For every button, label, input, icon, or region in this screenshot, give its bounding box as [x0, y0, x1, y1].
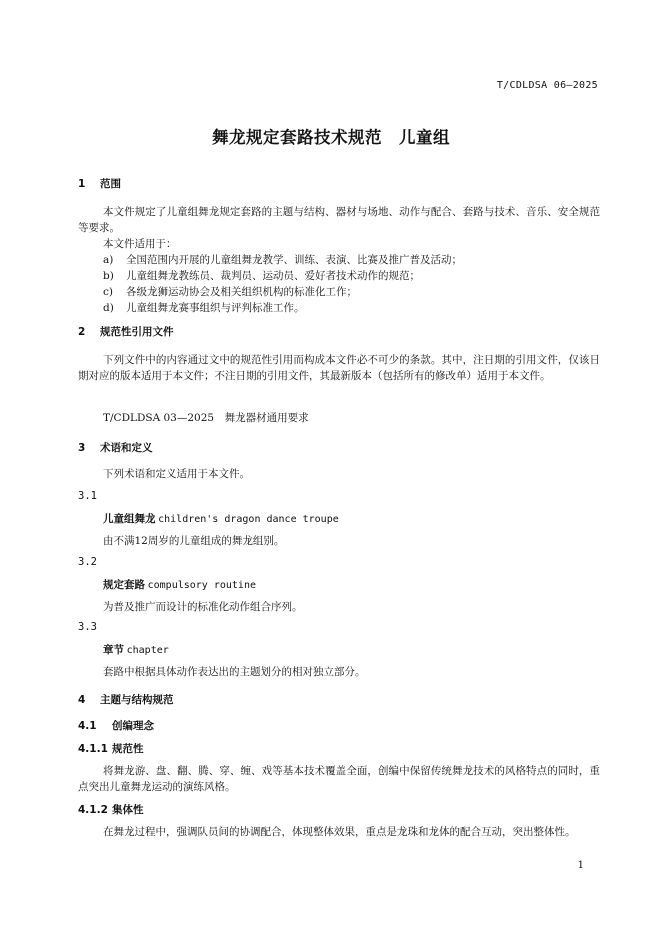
term-english: chapter	[126, 645, 169, 656]
term-entry	[103, 642, 169, 657]
section-1-applicability: 本文件适用于：	[103, 238, 177, 250]
section-title: 范围	[100, 178, 121, 190]
section-2-paragraph: 下列文件中的内容通过文中的规范性引用而构成本文件必不可少的条款。其中，注日期的引用文件，仅该日期对应的版本适用于本文件；不注日期的引用文件，其最新版本（包括所有的修改单）适用于本文件。	[78, 354, 600, 382]
list-item	[103, 252, 462, 267]
subsection-title: 规范性	[112, 743, 144, 755]
list-item-text: 儿童组舞龙教练员、裁判员、运动员、爱好者技术动作的规范；	[126, 270, 420, 282]
list-item-text: 各级龙狮运动协会及相关组织机构的标准化工作；	[126, 286, 357, 298]
subsection-4-1-1-heading	[78, 741, 144, 756]
section-title: 主题与结构规范	[100, 694, 174, 706]
subsection-number: 4.1.2	[78, 804, 108, 816]
section-1-heading	[78, 176, 121, 191]
term-definition: 为普及推广而设计的标准化动作组合序列。	[103, 601, 303, 613]
page-number: 1	[577, 860, 584, 871]
term-english: children's dragon dance troupe	[158, 514, 339, 525]
section-3-intro: 下列术语和定义适用于本文件。	[103, 468, 250, 480]
subsection-4-1-2-heading	[78, 802, 144, 817]
term-english: compulsory routine	[147, 580, 256, 591]
term-entry	[103, 577, 256, 592]
list-item	[103, 300, 305, 315]
list-item-label: c)	[103, 286, 113, 298]
section-title: 术语和定义	[100, 442, 153, 454]
section-4-heading	[78, 692, 174, 707]
normative-reference: T/CDLDSA 03—2025 舞龙器材通用要求	[103, 412, 309, 424]
section-title: 规范性引用文件	[100, 326, 174, 338]
list-item-label: b)	[103, 270, 114, 282]
section-number: 2	[78, 326, 86, 338]
subsection-title: 集体性	[112, 804, 144, 816]
list-item-label: a)	[103, 254, 114, 266]
term-entry	[103, 511, 339, 526]
list-item-text: 儿童组舞龙赛事组织与评判标准工作。	[126, 302, 305, 314]
list-item-label: d)	[103, 302, 114, 314]
section-2-heading	[78, 324, 174, 339]
subsection-title: 创编理念	[112, 720, 154, 732]
list-item	[103, 268, 420, 283]
document-title: 舞龙规定套路技术规范 儿童组	[212, 128, 450, 147]
term-chinese: 规定套路	[103, 579, 145, 591]
section-3-heading	[78, 440, 153, 455]
subsection-4-1-heading	[78, 718, 154, 733]
term-chinese: 章节	[103, 644, 124, 656]
section-number: 1	[78, 178, 86, 190]
term-definition: 套路中根据具体动作表达出的主题划分的相对独立部分。	[103, 666, 366, 678]
list-item	[103, 284, 357, 299]
term-number: 3.1	[78, 490, 97, 502]
subsection-number: 4.1	[78, 720, 97, 732]
section-number: 4	[78, 694, 86, 706]
section-1-paragraph: 本文件规定了儿童组舞龙规定套路的主题与结构、器材与场地、动作与配合、套路与技术、音乐、安全规范等要求。	[78, 206, 600, 234]
term-number: 3.2	[78, 556, 97, 568]
section-number: 3	[78, 442, 86, 454]
term-number: 3.3	[78, 621, 97, 633]
list-item-text: 全国范围内开展的儿童组舞龙教学、训练、表演、比赛及推广普及活动；	[126, 254, 462, 266]
subsection-4-1-2-paragraph: 在舞龙过程中，强调队员间的协调配合，体现整体效果，重点是龙珠和龙体的配合互动，突出整体性。	[103, 826, 576, 838]
document-number: T/CDLDSA 06—2025	[496, 80, 598, 91]
subsection-4-1-1-paragraph: 将舞龙游、盘、翻、腾、穿、缠、戏等基本技术覆盖全面，创编中保留传统舞龙技术的风格特点的同时，重点突出儿童舞龙运动的演练风格。	[78, 765, 600, 793]
term-definition: 由不满12周岁的儿童组成的舞龙组别。	[103, 535, 285, 547]
subsection-number: 4.1.1	[78, 743, 108, 755]
term-chinese: 儿童组舞龙	[103, 513, 156, 525]
